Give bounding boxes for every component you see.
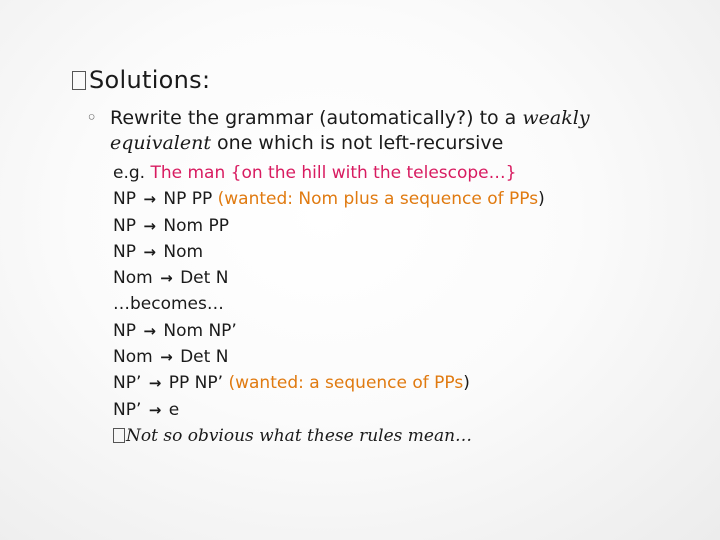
bullet-box-icon: [72, 71, 86, 90]
arrow-icon: →: [143, 321, 156, 340]
arrow-icon: →: [148, 400, 162, 419]
example-text: The man {on the hill with the telescope…}: [150, 163, 517, 183]
example-prefix: e.g.: [113, 163, 146, 183]
grammar-lines: [113, 160, 545, 449]
slide-title: [72, 66, 210, 94]
arrow-icon: →: [143, 242, 156, 261]
bullet-text: [110, 106, 590, 156]
sub-bullet-marker: ◦: [86, 107, 98, 129]
arrow-icon: →: [160, 269, 173, 288]
bullet-line-1: Rewrite the grammar (automatically?) to a weakly: [110, 107, 590, 129]
rule-line: NP → Nom PP: [113, 215, 229, 236]
rule-line: NP → Nom NP’: [113, 320, 237, 341]
rule-line: NP’ → e: [113, 399, 180, 420]
bullet-line-2: equivalent one which is not left-recursive: [110, 132, 504, 154]
arrow-icon: →: [143, 216, 156, 235]
rule-line: Nom → Det N: [113, 347, 229, 368]
arrow-icon: →: [160, 348, 173, 367]
rule-line: Nom → Det N: [113, 268, 229, 289]
becomes-line: …becomes…: [113, 294, 224, 315]
final-note-line: [113, 423, 545, 449]
arrow-icon: →: [148, 374, 162, 393]
bullet-box-icon: [113, 428, 125, 443]
example-line: [113, 160, 545, 186]
rule-line: NP’ → PP NP’ (wanted: a sequence of PPs): [113, 373, 470, 394]
rule-line: NP → NP PP (wanted: Nom plus a sequence of PPs): [113, 189, 545, 210]
emph-equivalent: equivalent: [110, 132, 211, 154]
rule-line: NP → Nom: [113, 241, 204, 262]
final-note: Not so obvious what these rules mean…: [126, 425, 473, 446]
rule-note: wanted: a sequence of PPs: [235, 373, 464, 394]
arrow-icon: →: [143, 190, 156, 209]
emph-weakly: weakly: [522, 107, 590, 129]
rule-note: wanted: Nom plus a sequence of PPs: [224, 189, 539, 210]
title-text: Solutions:: [89, 66, 211, 94]
